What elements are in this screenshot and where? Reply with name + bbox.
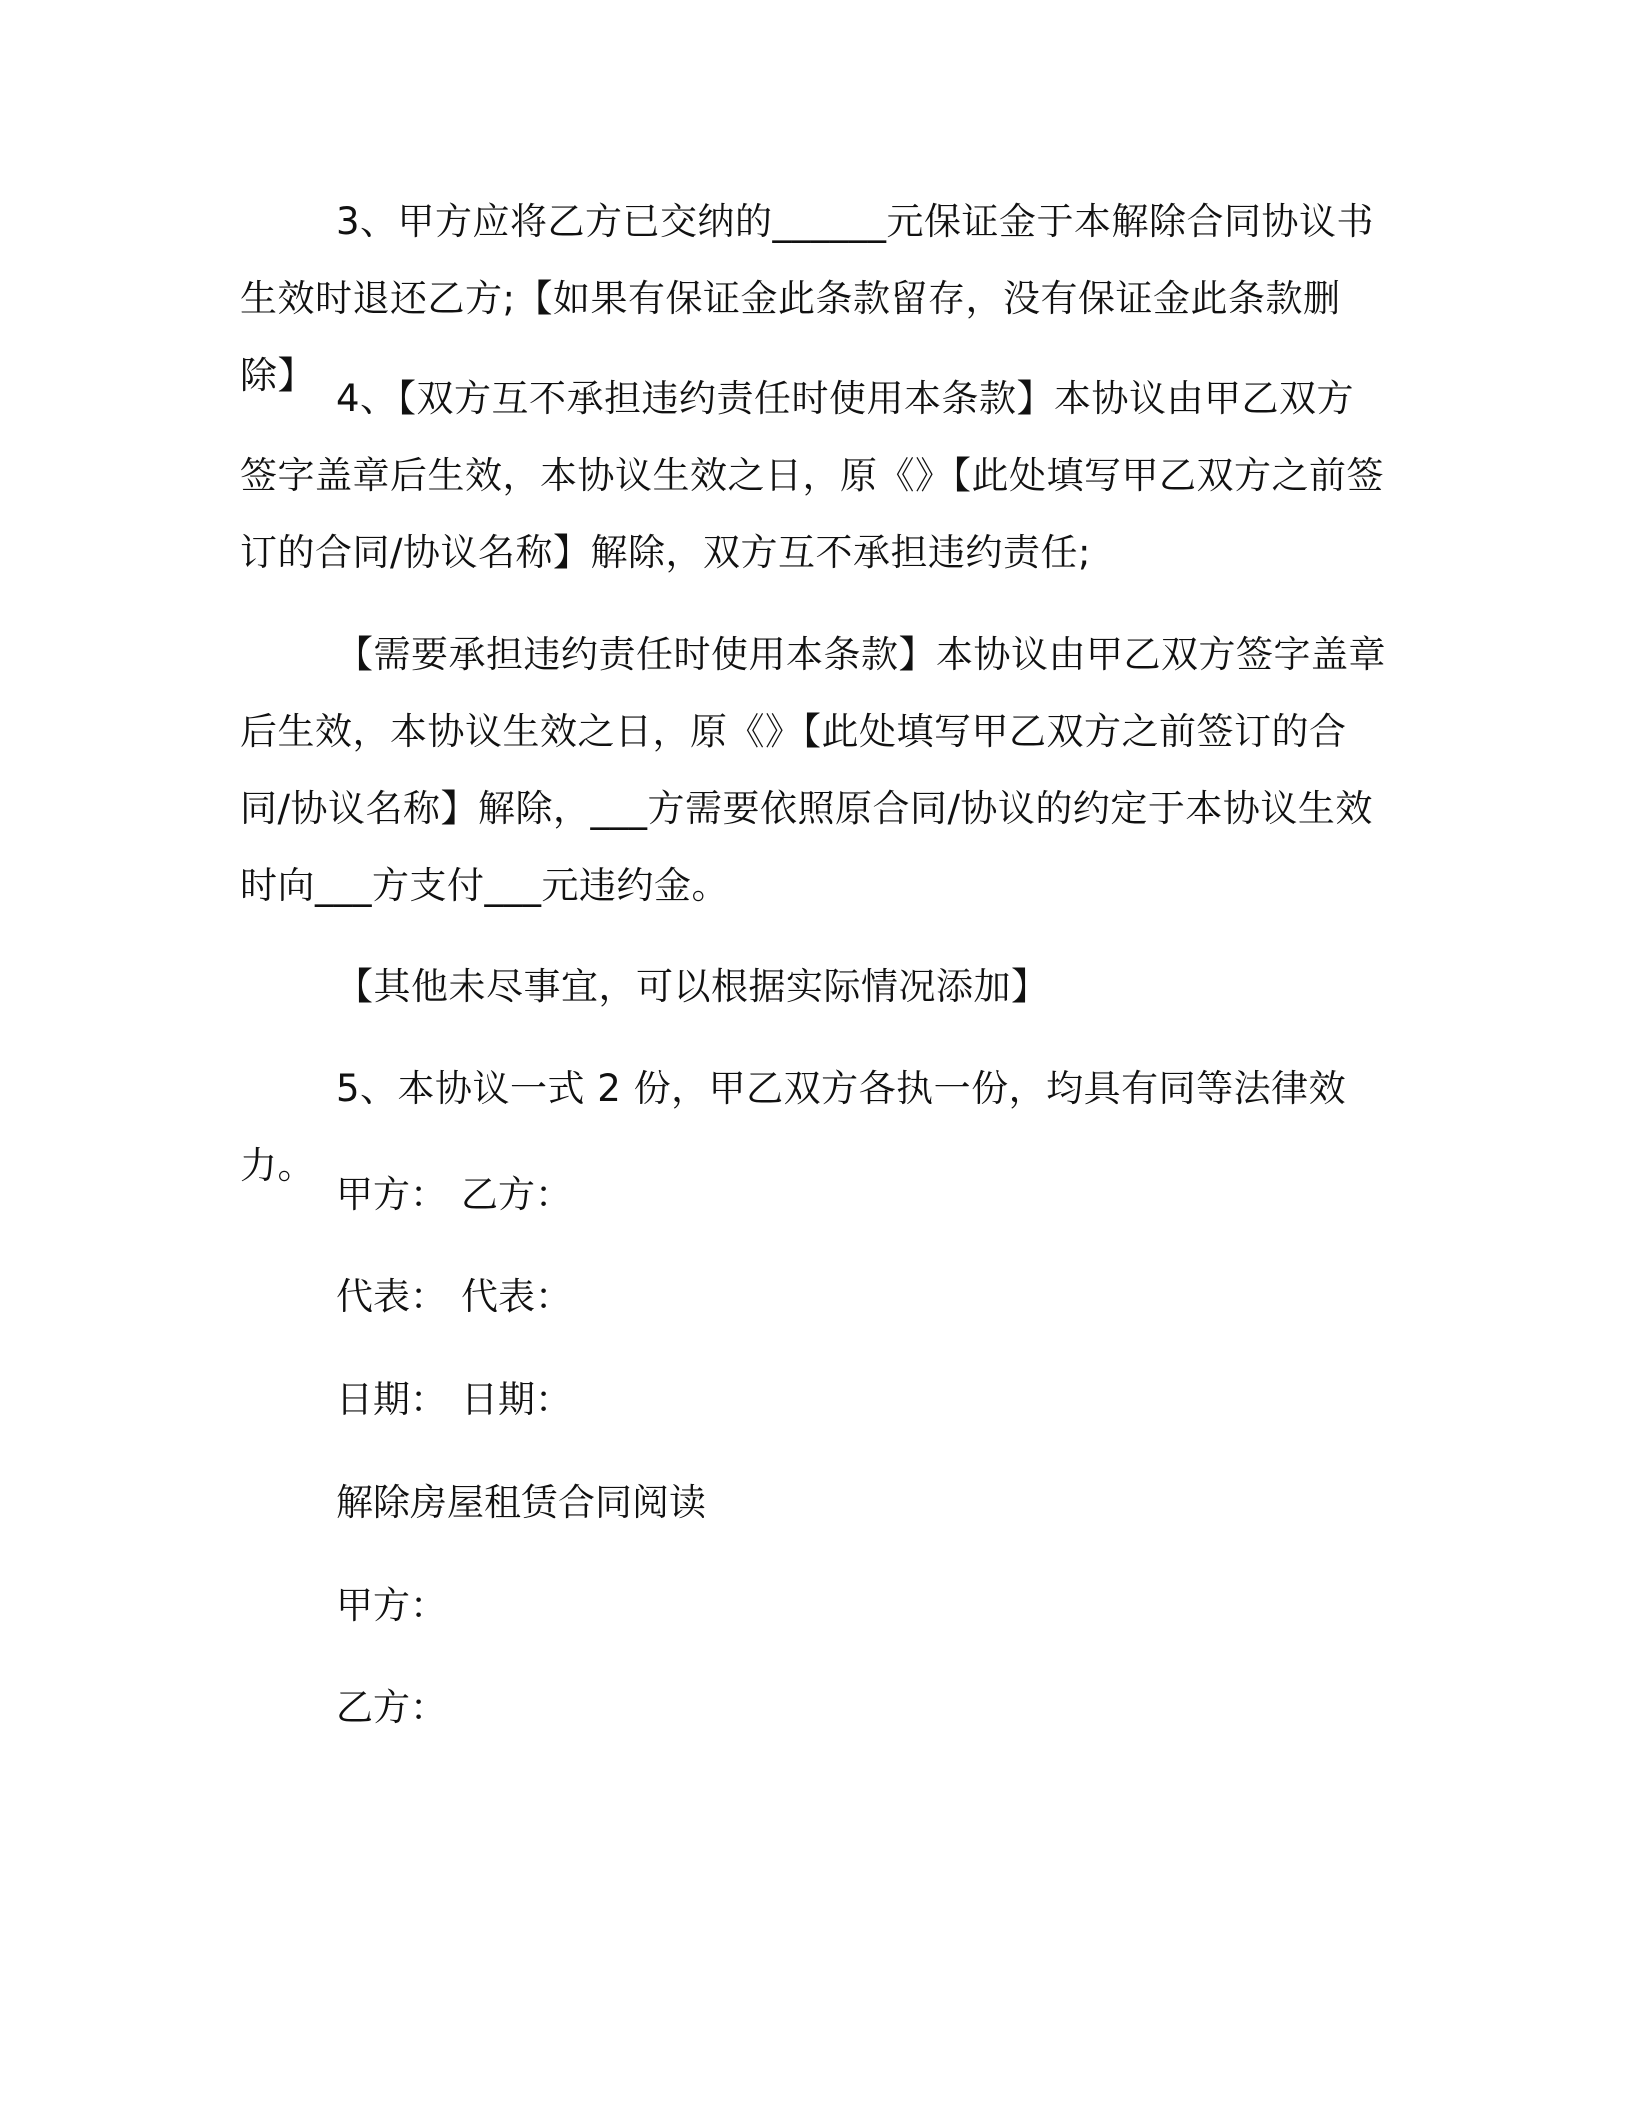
party-a-label-second: 甲方： (336, 1584, 447, 1627)
representative-row (336, 1267, 572, 1327)
date-b-label: 日期： (461, 1378, 572, 1421)
clause-4-liability-paragraph: 【需要承担违约责任时使用本条款】本协议由甲乙双方签字盖章后生效，本协议生效之日，原《》【此处填写甲乙双方之前签订的合同/协议名称】解除，___方需要依照原合同/协议的约定于本协议生效时向___方支付___元违约金。 (240, 633, 1386, 907)
date-row (336, 1370, 572, 1430)
party-b-label-second: 乙方： (336, 1686, 447, 1729)
clause-5-paragraph: 5、本协议一式 2 份，甲乙双方各执一份，均具有同等法律效力。 (240, 1067, 1347, 1187)
other-matters-note: 【其他未尽事宜，可以根据实际情况添加】 (336, 965, 1049, 1008)
reading-title: 解除房屋租赁合同阅读 (336, 1481, 706, 1524)
representative-b-label: 代表： (461, 1275, 572, 1318)
clause-4-no-liability-paragraph: 4、【双方互不承担违约责任时使用本条款】本协议由甲乙双方签字盖章后生效，本协议生效之日，原《》【此处填写甲乙双方之前签订的合同/协议名称】解除，双方互不承担违约责任; (240, 377, 1384, 574)
party-a-label: 甲方： (336, 1173, 447, 1216)
clause-3-paragraph: 3、甲方应将乙方已交纳的______元保证金于本解除合同协议书生效时退还乙方;【如果有保证金此条款留存，没有保证金此条款删除】 (240, 200, 1375, 397)
party-b-label: 乙方： (461, 1173, 572, 1216)
party-signature-row (336, 1165, 572, 1225)
date-a-label: 日期： (336, 1378, 447, 1421)
representative-a-label: 代表： (336, 1275, 447, 1318)
